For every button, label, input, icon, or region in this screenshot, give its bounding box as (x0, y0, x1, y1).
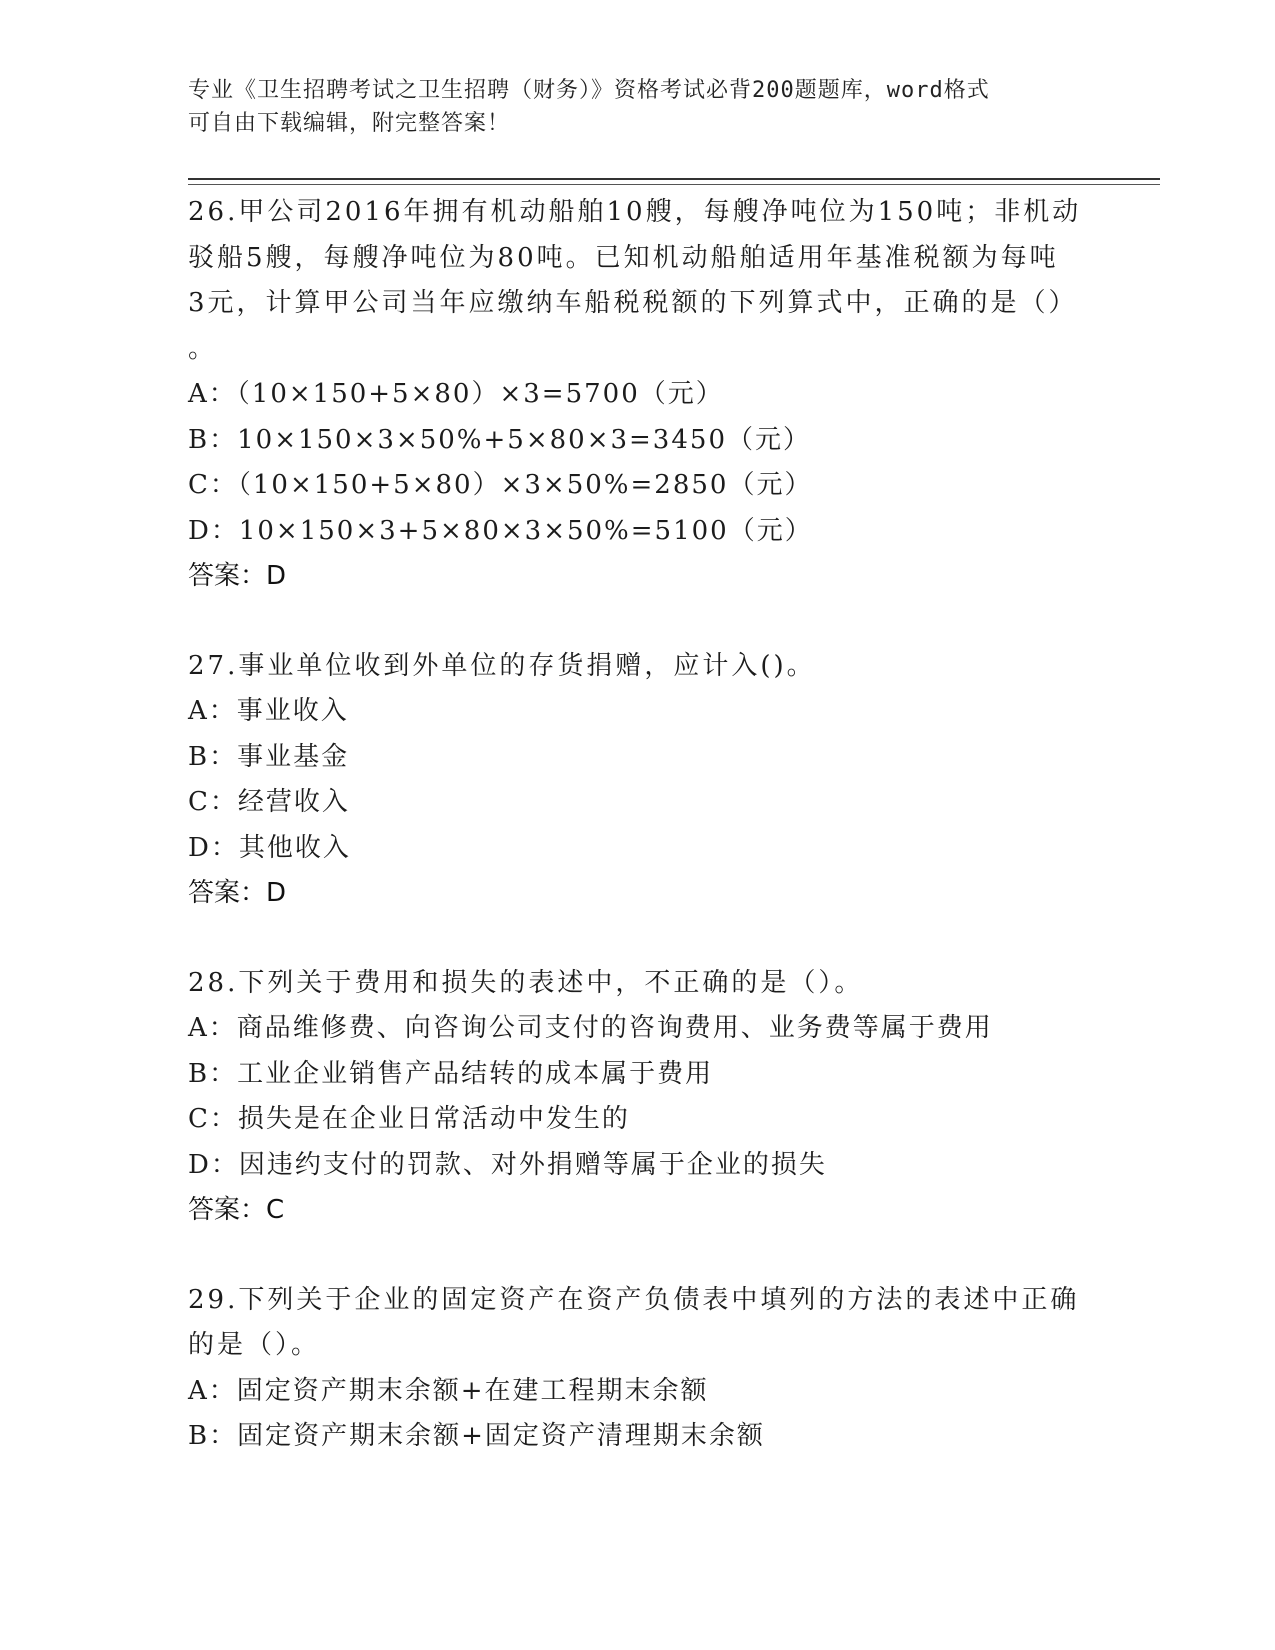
answer-line: 答案：D (188, 561, 287, 591)
answer-line: 答案：C (188, 1195, 285, 1225)
document-header (188, 74, 1068, 140)
option-d: D：其他收入 (188, 832, 351, 863)
question-item (188, 961, 1088, 1234)
option-d: D：10×150×3+5×80×3×50%=5100（元） (188, 515, 813, 546)
option-c: C：经营收入 (188, 787, 350, 817)
question-stem-line: 3元，计算甲公司当年应缴纳车船税税额的下列算式中，正确的是（） (188, 288, 1078, 318)
option-a: A：商品维修费、向咨询公司支付的咨询费用、业务费等属于费用 (188, 1013, 993, 1043)
option-a: A：事业收入 (188, 696, 349, 726)
question-item (188, 644, 1088, 917)
header-divider (188, 178, 1160, 180)
header-divider-thin (188, 184, 1160, 185)
question-stem-line: 驳船5艘，每艘净吨位为80吨。已知机动船舶适用年基准税额为每吨 (188, 242, 1059, 273)
question-list (188, 190, 1088, 1504)
answer-line: 答案：D (188, 878, 287, 908)
header-line: 可自由下载编辑，附完整答案！ (188, 111, 511, 136)
option-a: A：固定资产期末余额+在建工程期末余额 (188, 1375, 709, 1406)
question-stem-line: 的是（）。 (188, 1330, 321, 1360)
option-b: B：固定资产期末余额+固定资产清理期末余额 (188, 1421, 765, 1451)
option-a: A：（10×150+5×80）×3=5700（元） (188, 379, 724, 409)
question-stem-line: 28.下列关于费用和损失的表述中，不正确的是（）。 (188, 967, 864, 998)
option-b: B：10×150×3×50%+5×80×3=3450（元） (188, 424, 811, 455)
question-stem-line: 29.下列关于企业的固定资产在资产负债表中填列的方法的表述中正确 (188, 1284, 1080, 1315)
option-c: C：损失是在企业日常活动中发生的 (188, 1104, 630, 1134)
header-line: 专业《卫生招聘考试之卫生招聘（财务）》资格考试必背200题题库，word格式 (188, 78, 990, 103)
question-item (188, 190, 1088, 600)
question-stem-line: 26.甲公司2016年拥有机动船舶10艘，每艘净吨位为150吨；非机动 (188, 197, 1082, 227)
question-stem-line: 27.事业单位收到外单位的存货捐赠，应计入()。 (188, 650, 816, 681)
question-stem-line: 。 (188, 333, 218, 364)
question-item (188, 1278, 1088, 1460)
option-c: C：（10×150+5×80）×3×50%=2850（元） (188, 470, 813, 500)
option-b: B：事业基金 (188, 741, 350, 772)
option-b: B：工业企业销售产品结转的成本属于费用 (188, 1058, 714, 1089)
option-d: D：因违约支付的罚款、对外捐赠等属于企业的损失 (188, 1149, 827, 1180)
